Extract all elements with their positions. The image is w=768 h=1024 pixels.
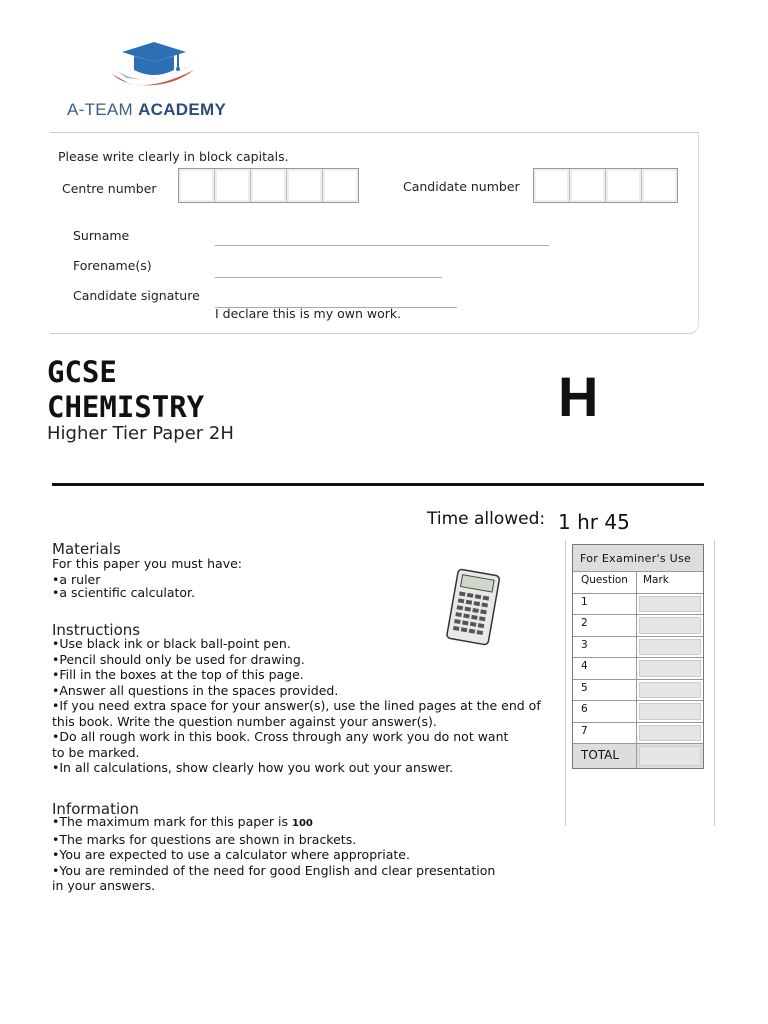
surname-line[interactable] xyxy=(215,245,549,246)
instruction-item: •Use black ink or black ball-point pen. xyxy=(52,636,291,651)
paper-subtitle: Higher Tier Paper 2H xyxy=(47,423,234,444)
total-label: TOTAL xyxy=(573,744,637,768)
table-row xyxy=(573,680,703,702)
candidate-number-box[interactable] xyxy=(570,169,606,202)
question-number: 5 xyxy=(573,680,637,701)
academy-logo-text xyxy=(67,100,226,120)
centre-number-label: Centre number xyxy=(62,181,157,196)
block-capitals-instruction: Please write clearly in block capitals. xyxy=(58,149,289,164)
logo-part-a-team: A-TEAM xyxy=(67,100,134,119)
logo-part-academy: ACADEMY xyxy=(138,100,227,119)
question-number: 3 xyxy=(573,637,637,658)
instructions-list xyxy=(52,636,544,776)
instruction-item: •Pencil should only be used for drawing. xyxy=(52,651,305,667)
centre-number-box[interactable] xyxy=(323,169,358,202)
instruction-item: •If you need extra space for your answer(s), use the lined pages at the end of this book. Write the question number against your answer(s). xyxy=(52,698,541,729)
question-number: 6 xyxy=(573,701,637,722)
centre-number-boxes[interactable] xyxy=(178,168,359,203)
title-line-chemistry: CHEMISTRY xyxy=(47,390,205,424)
max-mark-value: 100 xyxy=(291,818,313,829)
question-column-header: Question xyxy=(573,572,637,593)
surname-label: Surname xyxy=(73,228,130,243)
table-row xyxy=(573,615,703,637)
instruction-item: •Do all rough work in this book. Cross through any work you do not want to be marked. xyxy=(52,729,509,760)
mark-cell[interactable] xyxy=(639,703,701,720)
title-line-gcse: GCSE xyxy=(47,355,117,389)
information-item: •You are expected to use a calculator where appropriate. xyxy=(52,847,410,862)
time-allowed-label: Time allowed: xyxy=(427,509,546,529)
table-row xyxy=(573,723,703,745)
centre-number-box[interactable] xyxy=(179,169,215,202)
candidate-number-boxes[interactable] xyxy=(533,168,678,203)
candidate-number-box[interactable] xyxy=(642,169,677,202)
examiner-header: For Examiner's Use xyxy=(573,545,703,572)
mark-cell[interactable] xyxy=(639,660,701,677)
information-list xyxy=(52,814,512,894)
question-number: 4 xyxy=(573,658,637,679)
mark-cell[interactable] xyxy=(639,617,701,634)
graduation-cap-icon xyxy=(108,40,200,96)
information-item: •The marks for questions are shown in brackets. xyxy=(52,831,357,847)
instruction-item: •Fill in the boxes at the top of this page. xyxy=(52,667,304,682)
materials-heading: Materials xyxy=(52,540,121,558)
forenames-line[interactable] xyxy=(215,277,442,278)
title-divider xyxy=(52,483,704,486)
mark-cell[interactable] xyxy=(639,596,701,613)
information-item-max-mark xyxy=(52,814,512,832)
mark-cell[interactable] xyxy=(639,682,701,699)
table-row xyxy=(573,658,703,680)
max-mark-text: •The maximum mark for this paper is xyxy=(52,814,292,829)
forenames-label: Forename(s) xyxy=(73,258,152,273)
total-row xyxy=(573,744,703,768)
table-row xyxy=(573,637,703,659)
centre-number-box[interactable] xyxy=(287,169,323,202)
examiner-column-headers xyxy=(573,572,703,594)
candidate-number-box[interactable] xyxy=(606,169,642,202)
mark-cell[interactable] xyxy=(639,639,701,656)
table-row xyxy=(573,701,703,723)
instruction-item: •Answer all questions in the spaces provided. xyxy=(52,682,339,698)
centre-number-box[interactable] xyxy=(215,169,251,202)
materials-item: •a scientific calculator. xyxy=(52,585,196,600)
candidate-number-label: Candidate number xyxy=(403,179,520,194)
instruction-item: •In all calculations, show clearly how you work out your answer. xyxy=(52,760,454,775)
candidate-number-box[interactable] xyxy=(534,169,570,202)
materials-item: For this paper you must have: •a ruler xyxy=(52,556,242,587)
table-row xyxy=(573,594,703,616)
information-heading: Information xyxy=(52,800,139,818)
declaration-text: I declare this is my own work. xyxy=(215,306,402,321)
centre-number-box[interactable] xyxy=(251,169,287,202)
tier-letter: H xyxy=(558,365,599,428)
mark-column-header: Mark xyxy=(643,574,669,586)
mark-cell[interactable] xyxy=(639,725,701,742)
question-number: 2 xyxy=(573,615,637,636)
total-mark-cell[interactable] xyxy=(639,746,701,766)
examiner-use-table xyxy=(572,544,704,769)
information-item: •You are reminded of the need for good English and clear presentation in your answers. xyxy=(52,862,496,893)
signature-label: Candidate signature xyxy=(73,288,200,303)
question-number: 1 xyxy=(573,594,637,615)
question-number: 7 xyxy=(573,723,637,744)
time-allowed-value: 1 hr 45 xyxy=(558,510,630,534)
instructions-heading: Instructions xyxy=(52,621,141,639)
paper-title xyxy=(47,355,204,425)
